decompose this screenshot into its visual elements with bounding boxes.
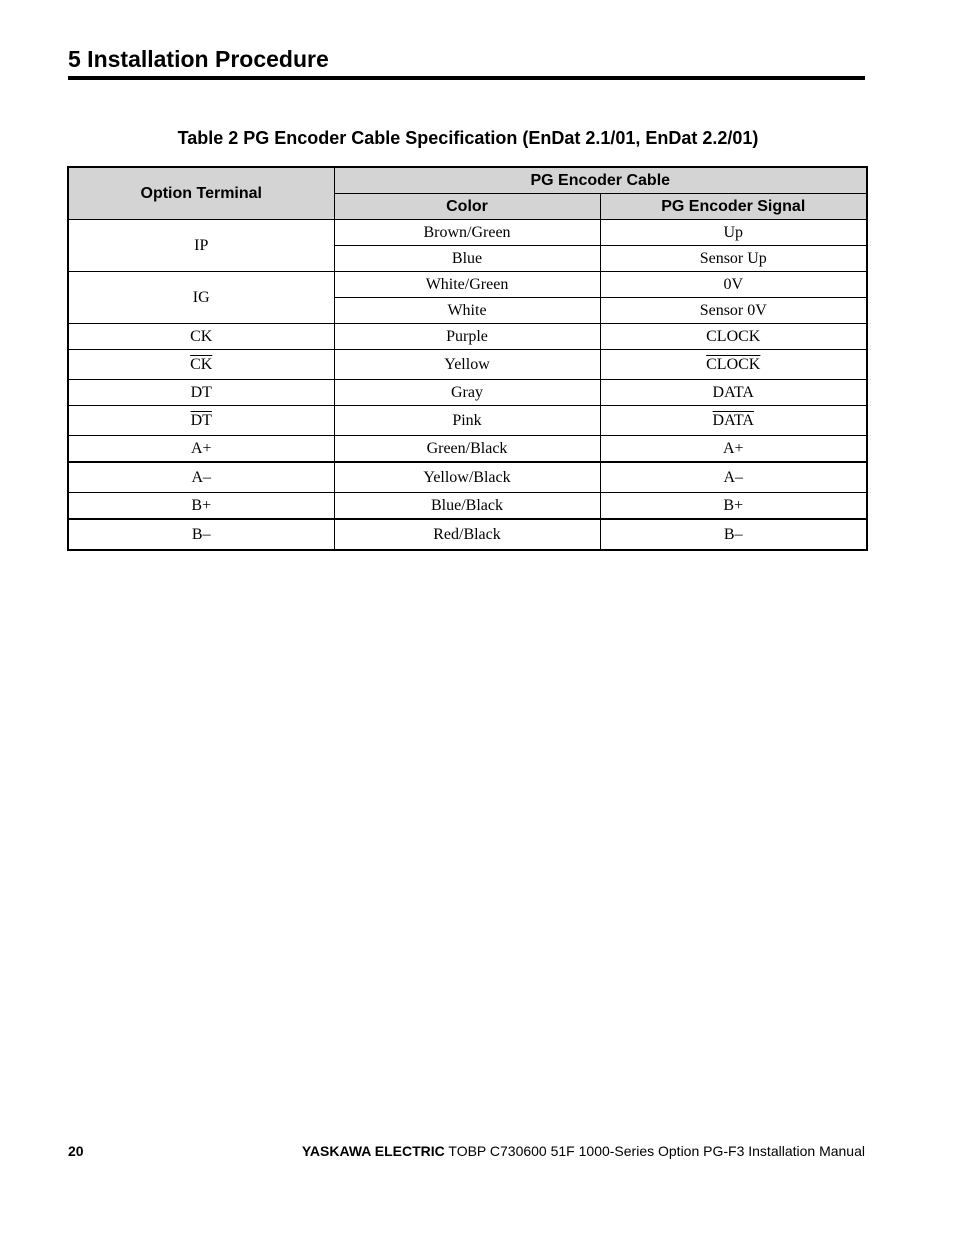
page-number: 20 (68, 1143, 84, 1159)
header-option-terminal: Option Terminal (68, 167, 334, 220)
color-cell: Red/Black (334, 519, 600, 550)
header-color: Color (334, 194, 600, 220)
color-cell: White (334, 298, 600, 324)
table-row (68, 380, 867, 406)
header-pg-encoder-signal: PG Encoder Signal (600, 194, 867, 220)
color-cell: Yellow (334, 350, 600, 380)
header-pg-encoder-cable: PG Encoder Cable (334, 167, 867, 194)
color-cell: Gray (334, 380, 600, 406)
table-row (68, 272, 867, 298)
terminal-cell (68, 350, 334, 380)
table-row (68, 462, 867, 493)
signal-cell: A+ (600, 436, 867, 463)
color-cell: Brown/Green (334, 220, 600, 246)
color-cell: Blue/Black (334, 493, 600, 520)
table-row (68, 406, 867, 436)
signal-cell: A– (600, 462, 867, 493)
signal-cell: B+ (600, 493, 867, 520)
inverted-signal-label: DATA (712, 411, 754, 429)
signal-cell: DATA (600, 380, 867, 406)
signal-cell: B– (600, 519, 867, 550)
table-row (68, 493, 867, 520)
terminal-cell: B+ (68, 493, 334, 520)
table-row (68, 350, 867, 380)
terminal-cell: DT (68, 380, 334, 406)
signal-cell: CLOCK (600, 324, 867, 350)
terminal-cell: A+ (68, 436, 334, 463)
table-row (68, 324, 867, 350)
footer-title: TOBP C730600 51F 1000-Series Option PG-F3 Installation Manual (448, 1143, 865, 1159)
inverted-terminal-label: $\overline{DT}$ (190, 411, 212, 429)
terminal-cell: IP (68, 220, 334, 272)
signal-cell: 0V (600, 272, 867, 298)
color-cell: Yellow/Black (334, 462, 600, 493)
encoder-cable-table (67, 166, 868, 551)
table-row (68, 220, 867, 246)
terminal-cell: IG (68, 272, 334, 324)
inverted-terminal-label: $\overline{CK}$ (190, 355, 213, 373)
color-cell: Blue (334, 246, 600, 272)
footer-brand: YASKAWA ELECTRIC (301, 1143, 445, 1159)
signal-cell: Sensor Up (600, 246, 867, 272)
table-row (68, 436, 867, 463)
terminal-cell (68, 406, 334, 436)
inverted-signal-label: CLOCK (706, 355, 761, 373)
color-cell: Green/Black (334, 436, 600, 463)
signal-cell: Up (600, 220, 867, 246)
signal-cell (600, 350, 867, 380)
color-cell: White/Green (334, 272, 600, 298)
terminal-cell: A– (68, 462, 334, 493)
terminal-cell: CK (68, 324, 334, 350)
terminal-cell: B– (68, 519, 334, 550)
footer-manual-title (302, 1142, 865, 1160)
signal-cell (600, 406, 867, 436)
table-row (68, 519, 867, 550)
signal-cell: Sensor 0V (600, 298, 867, 324)
section-divider (68, 76, 865, 80)
section-title: 5 Installation Procedure (68, 46, 329, 72)
table-caption: Table 2 PG Encoder Cable Specification (EnDat 2.1/01, EnDat 2.2/01) (177, 128, 759, 148)
color-cell: Purple (334, 324, 600, 350)
color-cell: Pink (334, 406, 600, 436)
